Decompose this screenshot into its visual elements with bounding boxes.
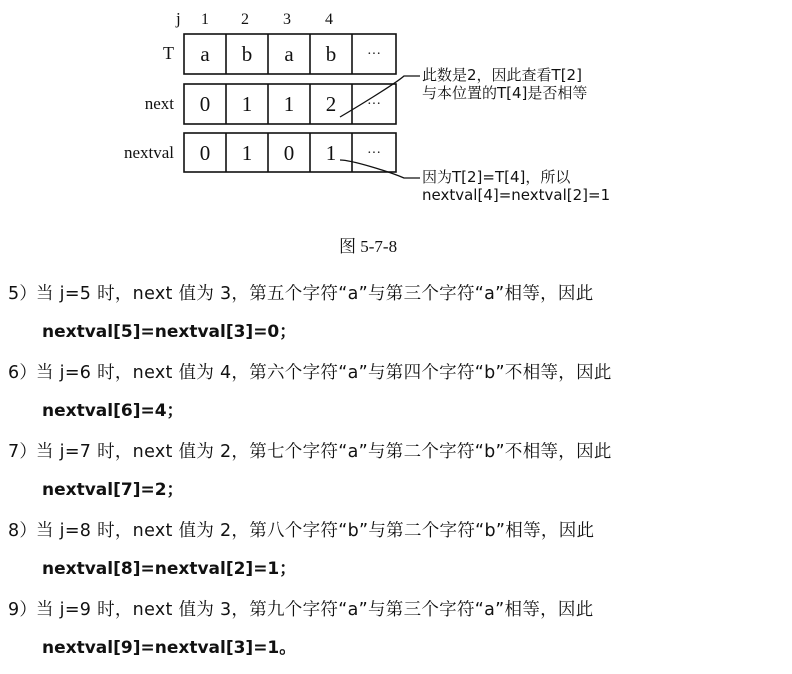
cell-nextval-3: 0 — [283, 141, 295, 165]
annotation-1-line2: 与本位置的T[4]是否相等 — [422, 84, 588, 102]
paragraph-text: 当 j=7 时，next 值为 2，第七个字符“a”与第二个字符“b”不相等，因此 — [36, 442, 612, 462]
paragraph-formula: nextval[7]=2； — [42, 480, 184, 500]
paragraph-formula: nextval[5]=nextval[3]=0； — [42, 322, 297, 342]
paragraph-formula: nextval[8]=nextval[2]=1； — [42, 559, 297, 579]
figure-caption: 图 5-7-8 — [339, 237, 398, 256]
paragraph-number: 7） — [8, 442, 38, 462]
cell-next-3: 1 — [283, 92, 295, 116]
cell-T-3: a — [284, 42, 294, 66]
paragraph-7 — [8, 438, 612, 500]
index-2: 2 — [241, 11, 249, 28]
index-4: 4 — [325, 11, 333, 28]
cell-next-4: 2 — [325, 92, 337, 116]
cell-T-ellipsis: ··· — [367, 47, 381, 62]
cell-nextval-4: 1 — [325, 141, 337, 165]
cell-next-ellipsis: ··· — [367, 97, 381, 112]
cell-next-2: 1 — [241, 92, 253, 116]
row-label-nextval: nextval — [123, 143, 174, 162]
paragraph-text: 当 j=8 时，next 值为 2，第八个字符“b”与第二个字符“b”相等，因此 — [36, 521, 595, 541]
paragraph-formula: nextval[6]=4； — [42, 401, 184, 421]
paragraph-5 — [8, 280, 594, 342]
row-label-T: T — [163, 43, 174, 63]
annotation-1 — [422, 66, 587, 102]
annotation-2-line2: nextval[4]=nextval[2]=1 — [422, 186, 611, 204]
annotation-2-line1: 因为T[2]=T[4]，所以 — [422, 168, 571, 186]
paragraph-text: 当 j=5 时，next 值为 3，第五个字符“a”与第三个字符“a”相等，因此 — [36, 284, 594, 304]
paragraph-6 — [8, 359, 612, 421]
paragraph-number: 6） — [8, 363, 38, 383]
index-label: j — [176, 9, 181, 28]
paragraph-number: 8） — [8, 521, 38, 541]
paragraph-8 — [8, 517, 595, 579]
paragraph-text: 当 j=9 时，next 值为 3，第九个字符“a”与第三个字符“a”相等，因此 — [36, 600, 594, 620]
cell-T-1: a — [200, 42, 210, 66]
index-1: 1 — [201, 11, 209, 28]
paragraph-9 — [8, 596, 594, 658]
cell-next-1: 0 — [199, 92, 211, 116]
cell-nextval-2: 1 — [241, 141, 253, 165]
row-label-next: next — [144, 94, 174, 113]
paragraph-text: 当 j=6 时，next 值为 4，第六个字符“a”与第四个字符“b”不相等，因此 — [36, 363, 612, 383]
paragraph-formula: nextval[9]=nextval[3]=1。 — [42, 638, 297, 658]
paragraph-number: 9） — [8, 600, 38, 620]
cell-nextval-ellipsis: ··· — [367, 146, 381, 161]
paragraph-number: 5） — [8, 284, 38, 304]
cell-T-2: b — [241, 42, 253, 66]
annotation-2 — [422, 168, 610, 204]
annotation-1-line1: 此数是2，因此查看T[2] — [422, 66, 582, 84]
cell-nextval-1: 0 — [199, 141, 211, 165]
array-figure — [0, 0, 792, 230]
cell-T-4: b — [325, 42, 337, 66]
index-3: 3 — [283, 11, 291, 28]
